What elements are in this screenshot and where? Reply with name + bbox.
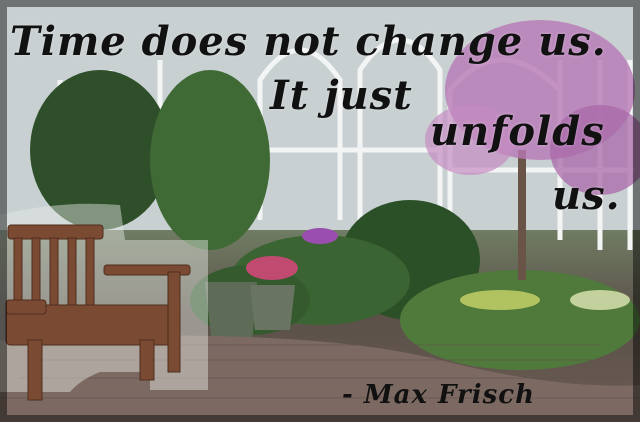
quote-author: - Max Frisch (342, 380, 535, 410)
quote-line-4: us. (552, 172, 621, 219)
quote-line-3: unfolds (430, 108, 605, 155)
quote-line-1: Time does not change us. (10, 18, 607, 65)
planters (205, 282, 295, 345)
quote-line-2: It just (270, 72, 413, 119)
